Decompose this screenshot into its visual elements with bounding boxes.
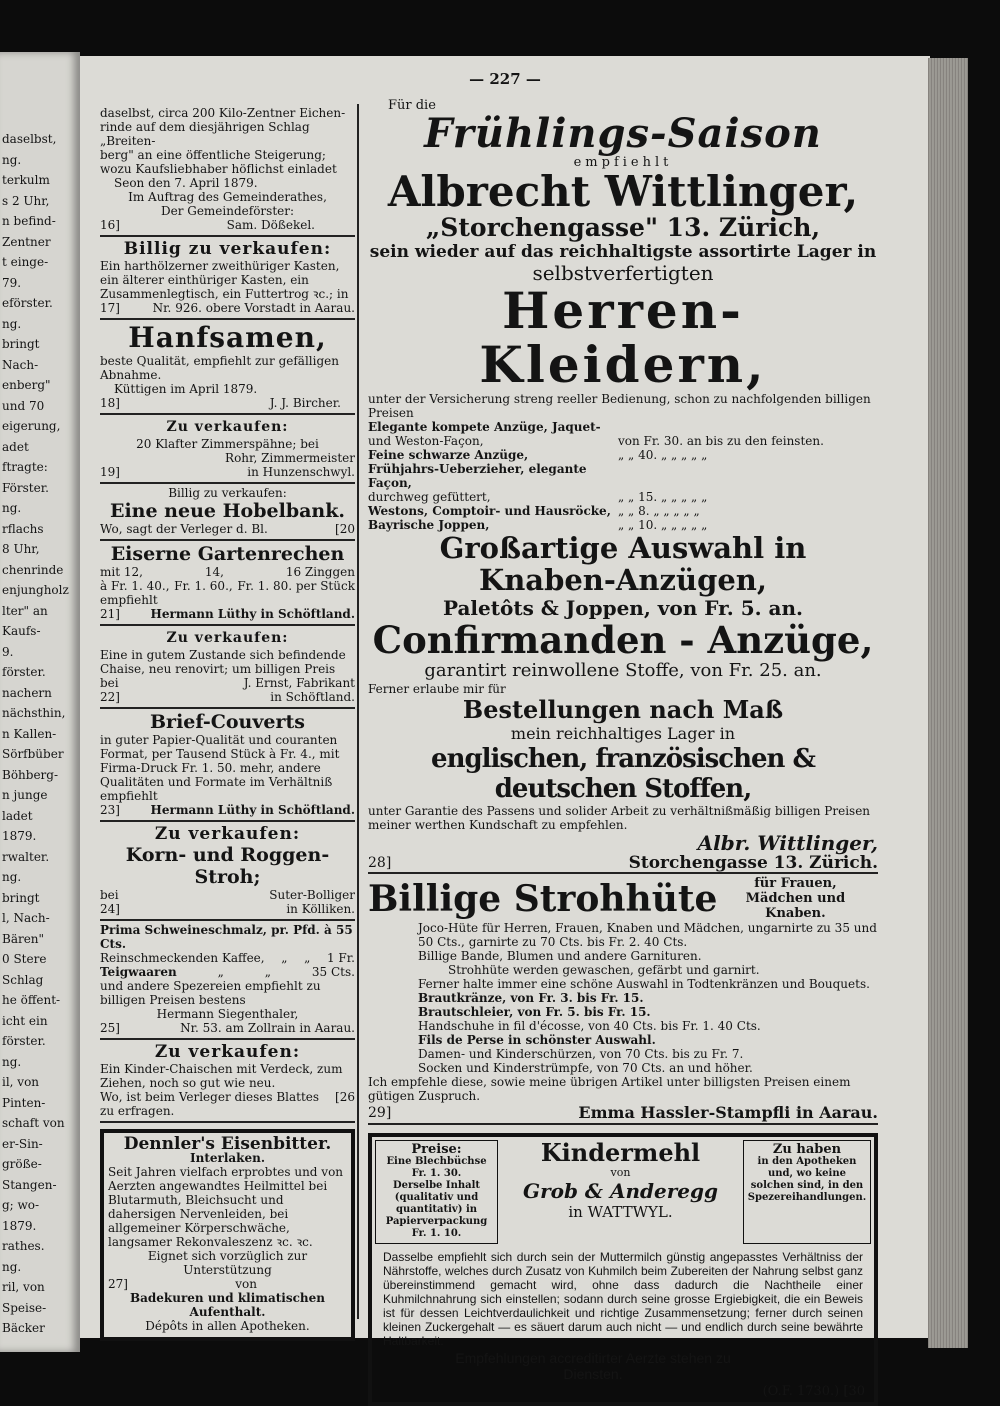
ad-line: Eignet sich vorzüglich zur Unterstützung	[147, 1249, 308, 1277]
ad-price: Fr. 1. 80. per Stück	[237, 579, 355, 593]
ad-number: 23]	[100, 803, 120, 817]
price-item: Bayrische Joppen,	[368, 518, 490, 532]
price-row	[368, 462, 878, 490]
ad-title: Zu verkaufen:	[166, 419, 289, 435]
ad-number: 21]	[100, 607, 120, 621]
ad-body: Ein harthölzerner zweithüriger Kasten, ein älterer einthüriger Kasten, ein Zusammenlegtisch, ein Futtertrog ꝛc.; in	[100, 259, 349, 301]
ad-23-envelopes	[100, 709, 355, 822]
price-row	[368, 434, 878, 448]
knaben-headline: Großartige Auswahl in Knaben-Anzügen,	[439, 531, 807, 597]
ad-von: von	[235, 1277, 257, 1291]
km-prices-title: Preise:	[411, 1142, 462, 1157]
km-code: (O.F. 1730.) [30	[762, 1384, 865, 1399]
left-page-fragment: icht ein	[2, 1013, 48, 1028]
ad-body: Eine in gutem Zustande sich befindende Chaise, neu renovirt; um billigen Preis	[100, 648, 346, 676]
column-divider	[357, 104, 359, 1319]
left-page-fragment: lter" an	[2, 603, 48, 618]
left-page-fragment: enberg"	[2, 378, 51, 392]
price-item: und Weston-Façon,	[368, 434, 484, 448]
left-page-fragment: nächsthin,	[2, 706, 66, 720]
left-page-fragment: terkulm	[2, 173, 50, 187]
price-row	[368, 518, 878, 532]
ad-line: Badekuren und klimatischen Aufenthalt.	[129, 1291, 325, 1319]
ad-row: Prima Schweineschmalz, pr. Pfd. à 55 Cts.	[100, 923, 353, 951]
ad-20-workbench	[100, 484, 355, 541]
ad-17-cabinets	[100, 237, 355, 320]
km-haben: in den Apotheken und, wo keine solchen sind, in den Spezereihandlungen.	[747, 1156, 867, 1203]
ad-signer: J. J. Bircher.	[269, 396, 341, 410]
ad-title: Dennler's Eisenbitter.	[123, 1134, 332, 1154]
ditto-mark: „	[304, 951, 311, 965]
price-value: von Fr. 30. an bis zu den feinsten.	[618, 434, 824, 448]
stroh-line: Billige Bande, Blumen und andere Garnituren.	[418, 949, 702, 963]
ad-address: Nr. 926. obere Vorstadt in Aarau.	[152, 301, 355, 315]
ad-teeth: 14,	[204, 565, 224, 579]
signature-address: Storchengasse 13. Zürich.	[628, 853, 878, 873]
ad-seller: Hermann Lüthy in Schöftland.	[150, 607, 355, 621]
left-page-fragment: n Kallen-	[2, 726, 57, 741]
merchant-name: Albrecht Wittlinger,	[387, 167, 859, 216]
ad-place: in Schöftland.	[270, 690, 355, 704]
strohhuete-headline: Billige Strohhüte	[368, 877, 718, 920]
strohhuete-target: für Frauen, Mädchen und Knaben.	[745, 876, 846, 921]
left-page-fragment: ng.	[2, 870, 22, 884]
left-page-fragment: 8 Uhr,	[2, 542, 40, 556]
ad-place-date: Seon den 7. April 1879.	[114, 176, 258, 190]
ad-number: 28]	[368, 855, 392, 871]
stroh-line: Fils de Perse in schönster Auswahl.	[418, 1033, 656, 1047]
ad-row-price: 1 Fr.	[326, 951, 355, 965]
left-page-fragment: Bäcker	[2, 1321, 45, 1335]
left-page-fragment: s 2 Uhr,	[2, 193, 50, 208]
ad-number: [26	[335, 1090, 355, 1104]
left-page-fragment: n befind-	[2, 214, 56, 228]
left-page-fragment: Böhberg-	[2, 767, 59, 782]
ad-title: Zu verkaufen:	[166, 630, 289, 646]
km-availability-panel	[743, 1140, 871, 1244]
ad-address: Nr. 53. am Zollrain in Aarau.	[180, 1021, 355, 1035]
left-page-fragment: adet	[2, 439, 29, 454]
ad-line: daselbst, circa 200 Kilo-Zentner Eichen-	[100, 106, 346, 120]
ad-row-price: 35 Cts.	[311, 965, 355, 979]
paletots-line: Paletôts & Joppen, von Fr. 5. an.	[442, 596, 804, 620]
empfiehlt: empfiehlt	[573, 155, 673, 170]
ad-number: 16]	[100, 218, 120, 232]
ad-recommend: empfiehlt	[100, 789, 158, 803]
ad-office: Der Gemeindeförster:	[160, 204, 295, 218]
left-page-fragment: g; wo-	[2, 1198, 40, 1212]
ad-bei: bei	[100, 676, 119, 690]
book-page-edge	[928, 58, 968, 1348]
ad-number: 17]	[100, 301, 120, 315]
ad-title: Zu verkaufen:	[154, 824, 301, 844]
ad-body: Ein Kinder-Chaischen mit Verdeck, zum Ziehen, noch so gut wie neu.	[100, 1062, 343, 1090]
ad-row-item: Teigwaaren	[100, 965, 177, 979]
left-page-fragment: ng.	[2, 1054, 22, 1069]
left-page-fragment: 1879.	[2, 1218, 37, 1233]
left-page-fragment: il, von	[2, 1075, 40, 1089]
ad-number: 22]	[100, 690, 120, 704]
price-value: „ „ 15. „ „ „ „ „	[618, 490, 708, 504]
bestellungen-headline: Bestellungen nach Maß	[462, 695, 784, 724]
left-page-fragment: t einge-	[2, 255, 49, 269]
left-page-fragment: eförster.	[2, 296, 53, 310]
stoffe-headline: englischen, französischen & deutschen Stoffen,	[431, 744, 815, 804]
ad-28-footer	[368, 854, 878, 874]
stroh-line: Socken und Kinderstrümpfe, von 70 Cts. an und höher.	[418, 1061, 753, 1075]
facing-left-page	[0, 52, 80, 1352]
ad-18-hemp-seed	[100, 320, 355, 415]
price-item: Westons, Comptoir- und Hausröcke,	[368, 504, 611, 518]
left-page-fragment: Pinten-	[2, 1095, 46, 1110]
km-title: Kindermehl	[540, 1138, 701, 1167]
ad-19-wood-shavings	[100, 415, 355, 484]
right-column	[368, 98, 878, 1406]
merchant-address: „Storchengasse" 13. Zürich,	[425, 213, 821, 242]
price-value: „ „ 40. „ „ „ „ „	[618, 448, 708, 462]
stroh-line: Handschuhe in fil d'écosse, von 40 Cts. bis Fr. 1. 40 Cts.	[418, 1019, 761, 1033]
km-maker: Grob & Anderegg	[523, 1179, 718, 1203]
wool-line: garantirt reinwollene Stoffe, von Fr. 25. an.	[424, 660, 822, 681]
km-center-panel	[502, 1140, 739, 1244]
price-item: Elegante kompete Anzüge, Jaquet-	[368, 420, 601, 434]
ad-number: 18]	[100, 396, 120, 410]
ad-title: Hanfsamen,	[128, 321, 327, 354]
garantie-line: unter Garantie des Passens und solider Arbeit zu verhältnißmäßig billigen Preisen meiner werthen Kundschaft zu empfehlen.	[368, 804, 871, 832]
left-page-fragment: he öffent-	[2, 993, 61, 1007]
stroh-line: Damen- und Kinderschürzen, von 70 Cts. bis zu Fr. 7.	[418, 1047, 744, 1061]
left-page-fragment: Stangen-	[2, 1177, 57, 1192]
merchant-signature: Albr. Wittlinger,	[697, 831, 878, 855]
price-value	[618, 462, 878, 490]
ad-price: Fr. 1. 60.,	[174, 579, 233, 593]
ad-authority: Im Auftrag des Gemeinderathes,	[128, 190, 327, 204]
ad-title: Billig zu verkaufen:	[168, 486, 287, 500]
ad-bei: bei	[100, 888, 119, 902]
left-page-fragment: chenrinde	[2, 562, 64, 577]
left-page-fragment: ng.	[2, 152, 22, 167]
price-value: „ „ 8. „ „ „ „ „	[618, 504, 700, 518]
stroh-line: Brautschleier, von Fr. 5. bis Fr. 15.	[418, 1005, 651, 1019]
left-page-fragment: 9.	[2, 644, 14, 659]
left-page-fragment: größe-	[2, 1157, 42, 1171]
ad-seller: Hermann Siegenthaler,	[156, 1007, 299, 1021]
price-row	[368, 490, 878, 504]
left-page-fragment: eigerung,	[2, 419, 61, 433]
ad-place: in Hunzenschwyl.	[247, 465, 355, 479]
ad-body: Seit Jahren vielfach erprobtes und von Aerzten angewandtes Heilmittel bei Blutarmuth, Bleichsucht und dahersigen Nervenleiden, bei allgemeiner Körperschwäche, langsamer Rekonvaleszenz ꝛc. ꝛc.	[108, 1165, 344, 1249]
ad-line: Wo, sagt der Verleger d. Bl.	[100, 522, 268, 536]
ad-line: 20 Klafter Zimmerspähne; bei	[136, 437, 319, 451]
left-page-fragment: 79.	[2, 275, 22, 290]
left-page-fragment: und 70	[2, 398, 45, 413]
self-made-line: selbstverfertigten	[532, 261, 714, 285]
ad-26-pram	[100, 1040, 355, 1123]
stroh-line: Strohhüte werden gewaschen, gefärbt und garnirt.	[448, 963, 760, 977]
left-page-fragment: förster.	[2, 1034, 46, 1048]
left-column	[100, 104, 355, 1341]
left-page-fragment: bringt	[2, 337, 40, 351]
left-page-fragment: schaft von	[2, 1116, 65, 1130]
left-page-fragment: Nach-	[2, 357, 39, 372]
left-page-fragment: Zentner	[2, 234, 51, 249]
price-value	[618, 420, 878, 434]
ditto-mark: „	[217, 965, 224, 979]
km-prices-panel	[375, 1140, 498, 1244]
stroh-line: Joco-Hüte für Herren, Frauen, Knaben und Mädchen, ungarnirte zu 35 und 50 Cts., garnirte zu 70 Cts. bis Fr. 2. 40 Cts.	[418, 921, 877, 949]
left-page-fragment: 1879.	[2, 829, 37, 843]
ad-place: in Kölliken.	[286, 902, 355, 916]
ad-subtitle: Interlaken.	[189, 1151, 266, 1165]
ad-line: rinde auf dem diesjährigen Schlag „Breiten-	[100, 120, 310, 148]
ferner-line: Ferner erlaube mir für	[368, 682, 506, 696]
ad-signer: Sam. Dößekel.	[226, 218, 315, 232]
price-item: durchweg gefüttert,	[368, 490, 491, 504]
left-page-fragment: rathes.	[2, 1239, 45, 1253]
ad-title: Zu verkaufen:	[154, 1042, 301, 1062]
ad-body: und andere Spezereien empfiehlt zu billigen Preisen bestens	[100, 979, 321, 1007]
ad-number: 19]	[100, 465, 120, 479]
ad-place-date: Küttigen im April 1879.	[114, 382, 258, 396]
ad-seller: Suter-Bolliger	[269, 888, 355, 902]
left-page-fragment: Sörfbüber	[2, 747, 64, 761]
left-page-fragment: Speise-	[2, 1300, 47, 1315]
ad-22-chaise	[100, 626, 355, 709]
ad-title: Billig zu verkaufen:	[123, 239, 332, 259]
ad-line: berg" an eine öffentliche Steigerung;	[100, 148, 326, 162]
price-row	[368, 504, 878, 518]
left-page-fragment: l, Nach-	[2, 911, 50, 925]
ditto-mark: „	[264, 965, 271, 979]
stroh-line: Ferner halte immer eine schöne Auswahl in Todtenkränzen und Bouquets.	[418, 977, 870, 991]
fuer-die: Für die	[388, 98, 436, 113]
ad-number: 29]	[368, 1105, 392, 1121]
herren-kleidern-headline: Herren-Kleidern,	[479, 281, 767, 394]
left-page-fragment: daselbst,	[2, 132, 57, 146]
ad-number: 25]	[100, 1021, 120, 1035]
ad-seller: Hermann Lüthy in Schöftland.	[150, 803, 355, 817]
ad-body: in guter Papier-Qualität und couranten Format, per Tausend Stück à Fr. 4., mit Firma-Druck Fr. 1. 50. mehr, andere Qualitäten und Formate im Verhältniß	[100, 733, 340, 789]
left-page-fragment: förster.	[2, 665, 46, 679]
ditto-mark: „	[281, 951, 288, 965]
page-number: — 227 —	[469, 70, 541, 88]
km-footer: Empfehlungen accreditirter Aerzte stehen zu Diensten.	[455, 1350, 731, 1382]
ad-line: Rohr, Zimmermeister	[225, 451, 355, 465]
left-page-fragment: rwalter.	[2, 849, 50, 864]
lager-line: mein reichhaltiges Lager in	[510, 724, 736, 743]
price-item: Frühjahrs-Ueberzieher, elegante Façon,	[368, 462, 587, 490]
ad-30-kindermehl-box	[368, 1133, 878, 1406]
left-page-fragment: ng.	[2, 1259, 22, 1274]
left-page-fragment: er-Sin-	[2, 1136, 43, 1151]
left-page-fragment: nachern	[2, 685, 52, 700]
assurance-line: unter der Versicherung streng reeller Bedienung, schon zu nachfolgenden billigen Preisen	[368, 392, 871, 420]
ad-21-garden-rakes	[100, 541, 355, 626]
price-list	[368, 420, 878, 532]
km-price: Eine Blechbüchse Fr. 1. 30.	[386, 1156, 487, 1179]
left-page-fragment: Bären"	[2, 931, 45, 946]
newspaper-page	[80, 56, 930, 1399]
price-value: „ „ 10. „ „ „ „ „	[618, 518, 708, 532]
left-page-fragment: Kaufs-	[2, 624, 41, 638]
left-page-fragment: rflachs	[2, 521, 44, 536]
ad-title: Eiserne Gartenrechen	[110, 543, 345, 565]
ad-29-strohhuete	[368, 874, 878, 1125]
left-page-fragment: ftragte:	[2, 460, 48, 474]
ad-depots: Dépôts in allen Apotheken.	[145, 1319, 310, 1333]
left-page-fragment: ladet	[2, 808, 33, 823]
price-item: Feine schwarze Anzüge,	[368, 448, 529, 462]
confirmanden-headline: Confirmanden - Anzüge,	[372, 618, 874, 662]
left-page-fragment: ng.	[2, 316, 22, 331]
km-haben-title: Zu haben	[772, 1142, 842, 1157]
ad-row-item: Reinschmeckenden Kaffee,	[100, 951, 265, 965]
ad-title: Brief-Couverts	[150, 711, 305, 733]
price-row	[368, 420, 878, 434]
left-page-fragment: enjungholz	[2, 583, 69, 597]
left-page-fragment: n junge	[2, 788, 48, 802]
ad-line: Wo, ist beim Verleger dieses Blattes zu erfragen.	[100, 1090, 320, 1118]
ad-price: à Fr. 1. 40.,	[100, 579, 170, 593]
ad-main: Eine neue Hobelbank.	[109, 500, 346, 522]
left-page-fragment: ril, von	[2, 1280, 45, 1294]
km-von: von	[610, 1166, 631, 1179]
ad-number: 24]	[100, 902, 120, 916]
ad-16-bark-auction	[100, 104, 355, 237]
ad-number: 27]	[108, 1277, 128, 1291]
ad-27-eisenbitter-box	[100, 1129, 355, 1341]
left-page-fragment: bringt	[2, 890, 40, 905]
ad-teeth: 16 Zinggen	[285, 565, 355, 579]
left-page-fragment: 0 Stere	[2, 952, 47, 966]
km-price: Derselbe Inhalt (qualitativ und quantitativ) in Papierverpackung Fr. 1. 10.	[385, 1180, 488, 1239]
left-page-fragment: ng.	[2, 501, 22, 515]
ad-teeth: mit 12,	[100, 565, 143, 579]
ad-25-groceries	[100, 921, 355, 1040]
stroh-line: Brautkränze, von Fr. 3. bis Fr. 15.	[418, 991, 644, 1005]
ad-line: wozu Kaufsliebhaber höflichst einladet	[100, 162, 337, 176]
km-place: in WATTWYL.	[568, 1203, 673, 1221]
km-body: Dasselbe empfiehlt sich durch sein der Muttermilch günstig angepasstes Verhältniss der Nährstoffe, welches durch Zusatz von Kuhmilch beim Zubereiten der Nahrung selbst ganz übereinstimmend gemacht wird, ohne dass dadurch die Nachtheile einer Kuhmilchnahrung sich einstellen; sodann durch seine grosse Ergiebigkeit, die ein Beweis ist für dessen Leichtverdaulichkeit und richtige Zusammensetzung; ferner durch seinen kleinen Zuckergehalt — es säuert darum auch nicht — und endlich durch seine bewährte Haltbarkeit.	[383, 1250, 863, 1348]
ad-seller: J. Ernst, Fabrikant	[243, 676, 355, 690]
stock-line: sein wieder auf das reichhaltigste assortirte Lager in	[369, 242, 877, 262]
price-row	[368, 448, 878, 462]
ad-number: [20	[335, 522, 355, 536]
ad-main: Korn- und Roggen-Stroh;	[125, 844, 330, 888]
ad-24-straw	[100, 822, 355, 921]
ad-body: beste Qualität, empfiehlt zur gefälligen Abnahme.	[100, 354, 339, 382]
stroh-signer: Emma Hassler-Stampfli in Aarau.	[578, 1103, 878, 1122]
stroh-line: Ich empfehle diese, sowie meine übrigen Artikel unter billigsten Preisen einem gütigen Zuspruch.	[368, 1075, 851, 1103]
ad-recommend: empfiehlt	[100, 593, 158, 607]
left-page-fragment: Förster.	[2, 480, 49, 495]
season-headline: Frühlings-Saison	[424, 110, 822, 157]
left-page-fragment: Schlag	[2, 972, 44, 987]
